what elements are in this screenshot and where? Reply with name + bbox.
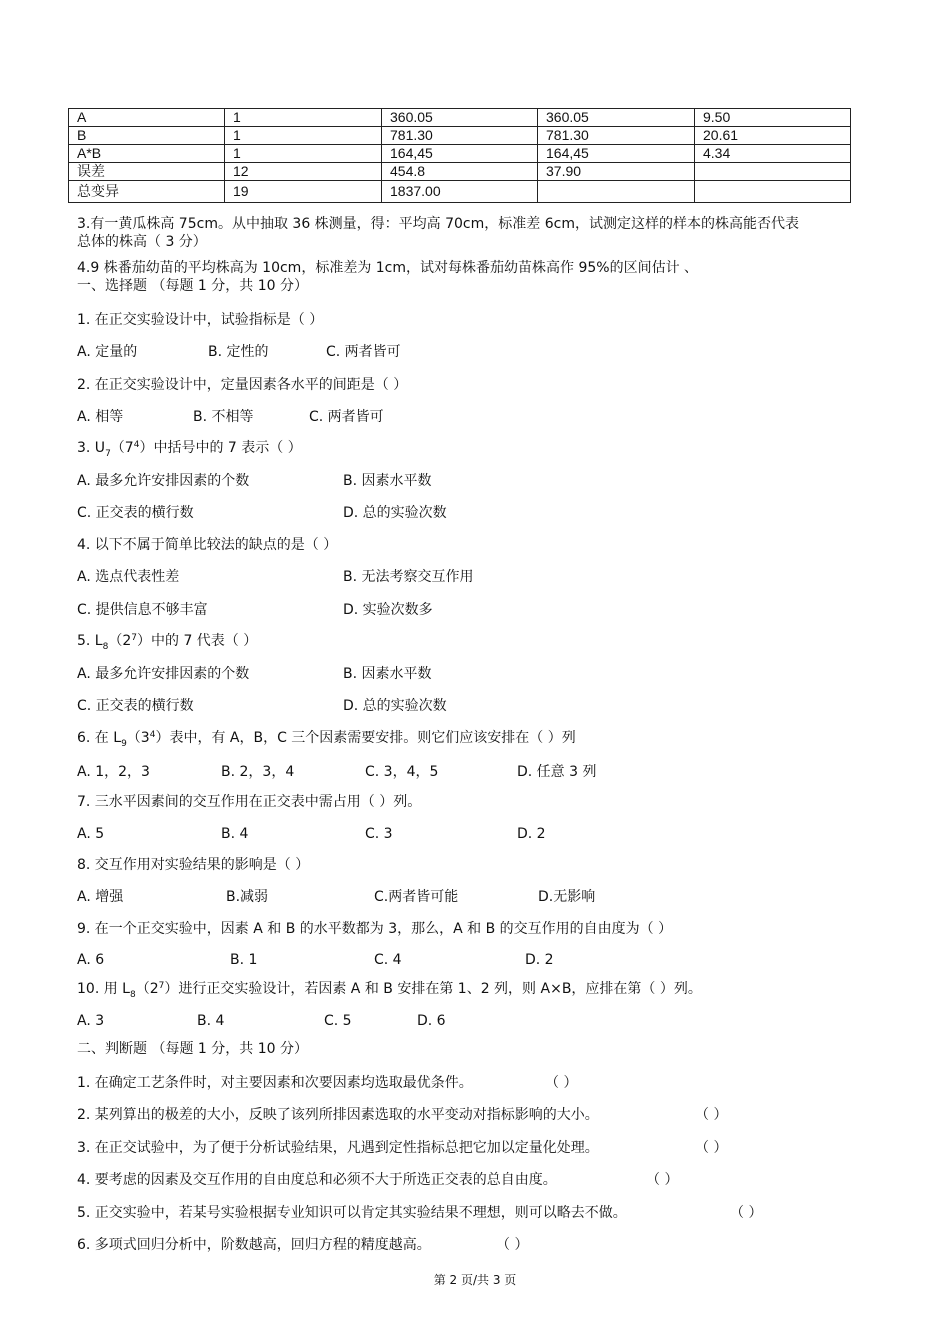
option-c: C. 两者皆可 [326, 344, 401, 360]
judge-question-1: 1. 在确定工艺条件时，对主要因素和次要因素均选取最优条件。 [77, 1075, 473, 1091]
choice-question-1: 1. 在正交实验设计中，试验指标是（ ） [77, 312, 324, 328]
judge-question-3: 3. 在正交试验中，为了便于分析试验结果，凡遇到定性指标总把它加以定量化处理。 [77, 1140, 599, 1156]
table-cell: 360.05 [538, 109, 695, 127]
table-cell [695, 181, 851, 203]
judge-blank-1: （ ） [545, 1075, 578, 1091]
table-cell: 19 [225, 181, 382, 203]
table-cell: 454.8 [382, 163, 538, 181]
option-d: D. 任意 3 列 [517, 764, 597, 780]
table-row [69, 109, 851, 127]
option-c: C. 两者皆可 [309, 409, 384, 425]
choice-question-2: 2. 在正交实验设计中，定量因素各水平的间距是（ ） [77, 377, 408, 393]
option-c: C. 3，4，5 [365, 764, 439, 780]
table-cell: 1 [225, 109, 382, 127]
section-1-title: 一、选择题 （每题 1 分，共 10 分） [77, 278, 308, 294]
option-d: D. 实验次数多 [343, 602, 433, 618]
table-cell: 12 [225, 163, 382, 181]
judge-blank-4: （ ） [646, 1172, 679, 1188]
option-d: D. 总的实验次数 [343, 698, 447, 714]
choice-question-4: 4. 以下不属于简单比较法的缺点的是（ ） [77, 537, 338, 553]
option-a: A. 最多允许安排因素的个数 [77, 666, 250, 682]
option-b: B. 不相等 [193, 409, 254, 425]
option-a: A. 增强 [77, 889, 124, 905]
option-a: A. 6 [77, 952, 105, 968]
table-cell: 4.34 [695, 145, 851, 163]
question-3-line1: 3.有一黄瓜株高 75cm。从中抽取 36 株测量，得：平均高 70cm，标准差 6cm，试测定这样的样本的株高能否代表 [77, 216, 799, 232]
page-number: 第 2 页/共 3 页 [433, 1273, 517, 1287]
option-a: A. 5 [77, 826, 105, 842]
option-c: C. 正交表的横行数 [77, 505, 194, 521]
table-cell: B [69, 127, 225, 145]
option-a: A. 1，2，3 [77, 764, 150, 780]
table-cell: 164,45 [382, 145, 538, 163]
table-cell: 1 [225, 145, 382, 163]
table-cell: 37.90 [538, 163, 695, 181]
option-a: A. 3 [77, 1013, 105, 1029]
judge-question-5: 5. 正交实验中，若某号实验根据专业知识可以肯定其实验结果不理想，则可以略去不做。 [77, 1205, 627, 1221]
table-cell: 781.30 [382, 127, 538, 145]
table-cell: 781.30 [538, 127, 695, 145]
table-cell: A [69, 109, 225, 127]
option-b: B. 定性的 [208, 344, 269, 360]
option-d: D. 总的实验次数 [343, 505, 447, 521]
choice-question-7: 7. 三水平因素间的交互作用在正交表中需占用（ ）列。 [77, 794, 422, 810]
option-c: C. 5 [324, 1013, 352, 1029]
option-c: C. 正交表的横行数 [77, 698, 194, 714]
section-2-title: 二、判断题 （每题 1 分，共 10 分） [77, 1041, 308, 1057]
table-cell: 360.05 [382, 109, 538, 127]
option-c: C. 提供信息不够丰富 [77, 602, 208, 618]
choice-question-9: 9. 在一个正交实验中，因素 A 和 B 的水平数都为 3，那么，A 和 B 的交互作用的自由度为（ ） [77, 921, 673, 937]
table-row [69, 181, 851, 203]
option-d: D. 6 [417, 1013, 446, 1029]
table-cell: 9.50 [695, 109, 851, 127]
option-c: C. 4 [374, 952, 402, 968]
choice-question-5: 5. $L_8(2^7)$中的 7 代表（ ） [77, 633, 258, 652]
judge-blank-6: （ ） [496, 1237, 529, 1253]
choice-question-6: 6. 在 $L_9(3^4)$表中，有 A，B，C 三个因素需要安排。则它们应该安排在（ ）列 [77, 730, 576, 749]
table-cell [695, 163, 851, 181]
option-c: C.两者皆可能 [374, 889, 459, 905]
judge-question-2: 2. 某列算出的极差的大小，反映了该列所排因素选取的水平变动对指标影响的大小。 [77, 1107, 599, 1123]
table-cell [538, 181, 695, 203]
option-b: B. 无法考察交互作用 [343, 569, 474, 585]
option-d: D.无影响 [538, 889, 596, 905]
option-d: D. 2 [525, 952, 554, 968]
option-c: C. 3 [365, 826, 393, 842]
table-row [69, 163, 851, 181]
question-3-line2: 总体的株高（ 3 分） [77, 234, 207, 250]
judge-question-4: 4. 要考虑的因素及交互作用的自由度总和必须不大于所选正交表的总自由度。 [77, 1172, 557, 1188]
option-d: D. 2 [517, 826, 546, 842]
choice-question-10: 10. 用 $L_8(2^7)$进行正交实验设计，若因素 A 和 B 安排在第 1、2 列，则 A×B，应排在第（ ）列。 [77, 981, 702, 1000]
judge-question-6: 6. 多项式回归分析中，阶数越高，回归方程的精度越高。 [77, 1237, 431, 1253]
option-b: B. 因素水平数 [343, 666, 432, 682]
table-cell: 164,45 [538, 145, 695, 163]
judge-blank-5: （ ） [730, 1205, 763, 1221]
table-row [69, 145, 851, 163]
option-b: B. 4 [221, 826, 249, 842]
table-cell: 20.61 [695, 127, 851, 145]
option-b: B. 1 [230, 952, 258, 968]
choice-question-3: 3. $U_7(7^4)$中括号中的 7 表示（ ） [77, 440, 302, 459]
option-b: B. 4 [197, 1013, 225, 1029]
option-a: A. 定量的 [77, 344, 138, 360]
option-a: A. 相等 [77, 409, 124, 425]
option-a: A. 选点代表性差 [77, 569, 180, 585]
question-4: 4.9 株番茄幼苗的平均株高为 10cm，标准差为 1cm，试对每株番茄幼苗株高作 95%的区间估计 、 [77, 260, 699, 276]
table-cell: 1 [225, 127, 382, 145]
table-cell: 总变异 [69, 181, 225, 203]
option-a: A. 最多允许安排因素的个数 [77, 473, 250, 489]
judge-blank-3: （ ） [695, 1140, 728, 1156]
table-cell: 误差 [69, 163, 225, 181]
judge-blank-2: （ ） [695, 1107, 728, 1123]
table-row [69, 127, 851, 145]
table-cell: 1837.00 [382, 181, 538, 203]
table-cell: A*B [69, 145, 225, 163]
anova-table [68, 108, 851, 203]
option-b: B. 因素水平数 [343, 473, 432, 489]
option-b: B. 2，3，4 [221, 764, 295, 780]
choice-question-8: 8. 交互作用对实验结果的影响是（ ） [77, 857, 310, 873]
option-b: B.减弱 [226, 889, 269, 905]
